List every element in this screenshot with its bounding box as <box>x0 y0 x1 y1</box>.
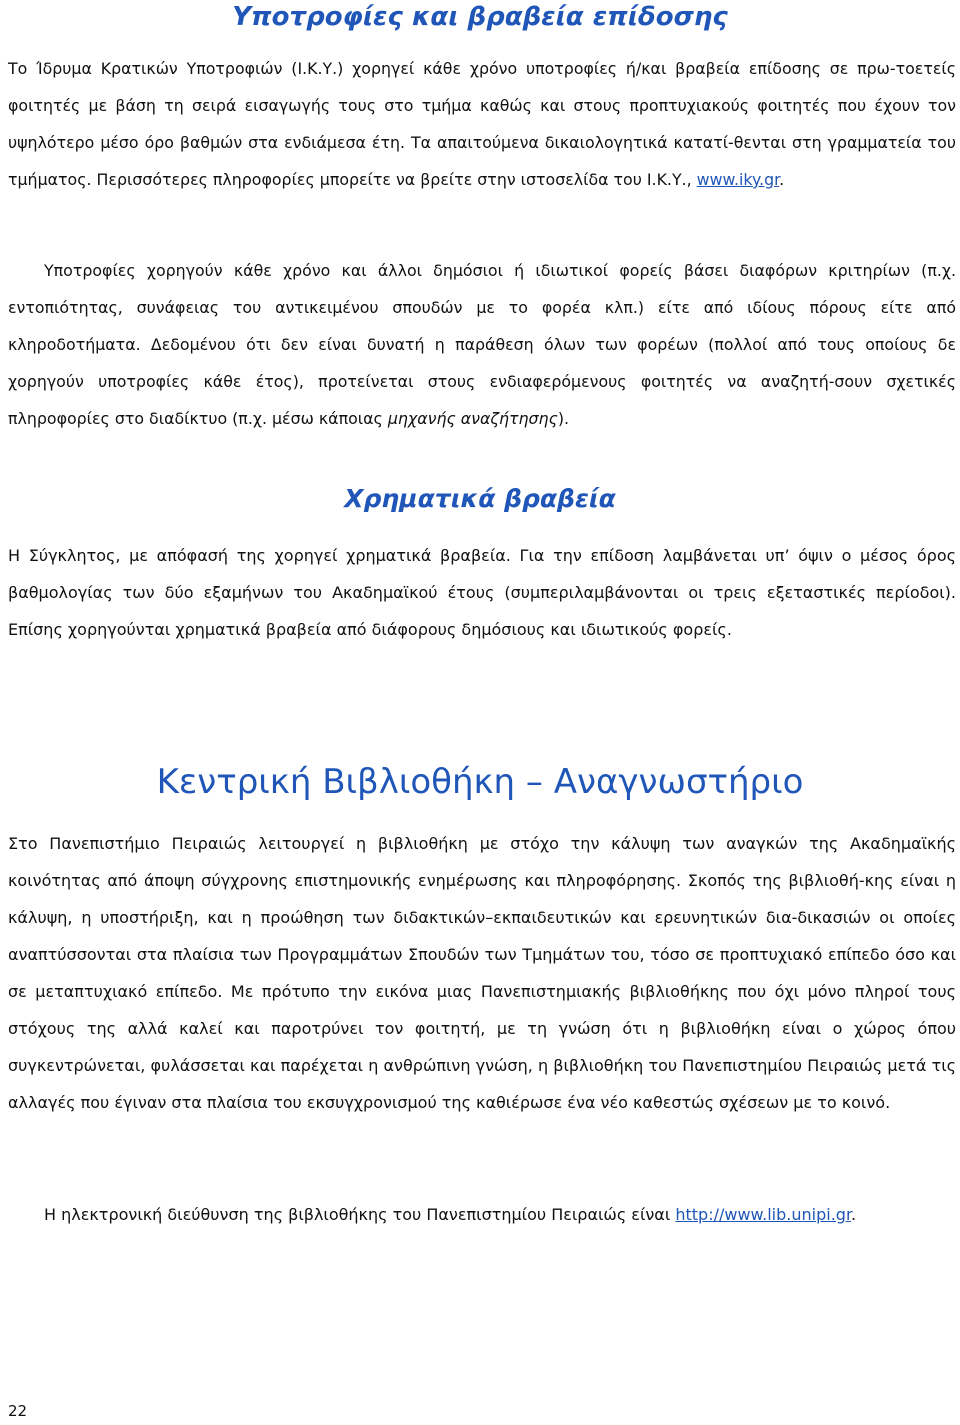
paragraph-text: . <box>779 170 785 189</box>
iky-link[interactable]: www.iky.gr <box>696 170 780 189</box>
paragraph-other-scholarships <box>8 252 956 437</box>
page-number: 22 <box>8 1402 28 1420</box>
paragraph-text: . <box>851 1205 857 1224</box>
section-heading-cash-awards: Χρηματικά βραβεία <box>344 484 616 513</box>
section-heading-library: Κεντρική Βιβλιοθήκη – Αναγνωστήριο <box>156 762 804 802</box>
paragraph-text: Υποτροφίες χορηγούν κάθε χρόνο και άλλοι δημόσιοι ή ιδιωτικοί φορείς βάσει διαφόρων κριτηρίων (π.χ. εντοπιότητας, συνάφειας του αντικειμένου σπουδών με το φορέα κλπ.) είτε από ιδίους πόρους είτε από κληροδοτήματα. Δεδομένου ότι δεν είναι δυνατή η παράθεση όλων των φορέων (πολλοί από τους οποίους δε χορηγούν υποτροφίες κάθε έτος), προτείνεται στους ενδιαφερόμενους φοιτητές να αναζητή-σουν σχετικές πληροφορίες στο διαδίκτυο (π.χ. μέσω κάποιας <box>8 261 956 428</box>
paragraph-library: Στο Πανεπιστήμιο Πειραιώς λειτουργεί η βιβλιοθήκη με στόχο την κάλυψη των αναγκών της Ακαδημαϊκής κοινότητας από άποψη σύγχρονης επιστημονικής ενημέρωσης και πληροφόρησης. Σκοπός της βιβλιοθή-κης είναι η κάλυψη, η υποστήριξη, και η προώθηση των διδακτικών–εκπαιδευτικών και ερευνητικών δια-δικασιών οι οποίες αναπτύσσονται στα πλαίσια των Προγραμμάτων Σπουδών των Τμημάτων του, τόσο σε προπτυχιακό επίπεδο όσο και σε μεταπτυχιακό επίπεδο. Με πρότυπο την εικόνα μιας Πανεπιστημιακής βιβλιοθήκης που όχι μόνο πληροί τους στόχους της αλλά καλεί και παροτρύνει τον φοιτητή, με τη γνώση ότι η βιβλιοθήκη είναι ο χώρος όπου συγκεντρώνεται, φυλάσσεται και παρέχεται η ανθρώπινη γνώση, η βιβλιοθήκη του Πανεπιστημίου Πειραιώς μετά τις αλλαγές που έγιναν στα πλαίσια του εκσυγχρονισμού της καθιέρωσε ένα νέο καθεστώς σχέσεων με το κοινό. <box>8 834 956 1112</box>
library-link[interactable]: http://www.lib.unipi.gr <box>675 1205 852 1224</box>
paragraph-text: Η ηλεκτρονική διεύθυνση της βιβλιοθήκης του Πανεπιστημίου Πειραιώς είναι <box>44 1205 676 1224</box>
paragraph-text: ). <box>557 409 570 428</box>
emphasis-text: μηχανής αναζήτησης <box>387 409 558 428</box>
paragraph-cash-awards: Η Σύγκλητος, με απόφασή της χορηγεί χρηματικά βραβεία. Για την επίδοση λαμβάνεται υπ’ όψιν ο μέσος όρος βαθμολογίας των δύο εξαμήνων του Ακαδημαϊκού έτους (συμπεριλαμβάνονται οι τρεις εξεταστικές περίοδοι). Επίσης χορηγούνται χρηματικά βραβεία από διάφορους δημόσιους και ιδιωτικούς φορείς. <box>8 546 956 639</box>
paragraph-text: Το Ίδρυμα Κρατικών Υποτροφιών (Ι.Κ.Υ.) χορηγεί κάθε χρόνο υποτροφίες ή/και βραβεία επίδοσης σε πρω-τοετείς φοιτητές με βάση τη σειρά εισαγωγής τους στο τμήμα καθώς και στους προπτυχιακούς φοιτητές που έχουν τον υψηλότερο μέσο όρο βαθμών στα ενδιάμεσα έτη. Τα απαιτούμενα δικαιολογητικά κατατί-θενται στη γραμματεία του τμήματος. Περισσότερες πληροφορίες μπορείτε να βρείτε στην ιστοσελίδα του Ι.Κ.Υ., <box>8 59 956 189</box>
paragraph-iky <box>8 50 956 198</box>
paragraph-library-url <box>8 1196 956 1233</box>
section-heading-scholarships: Υποτροφίες και βραβεία επίδοσης <box>232 2 728 32</box>
